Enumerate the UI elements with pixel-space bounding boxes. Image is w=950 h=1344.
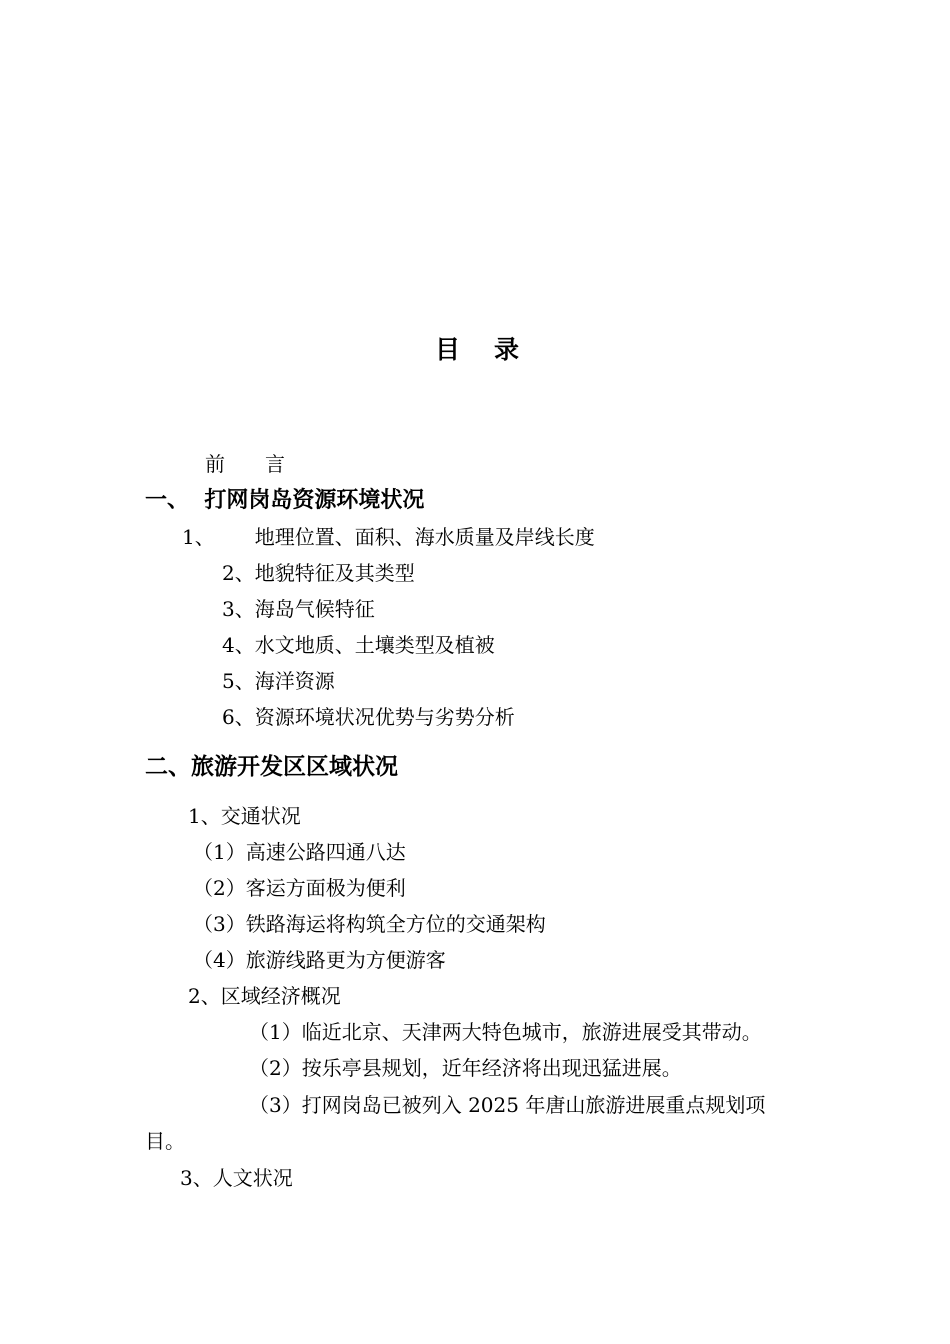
toc-section-1-item-2: 2、地貌特征及其类型 bbox=[222, 561, 415, 585]
toc-title bbox=[435, 337, 519, 362]
toc-title-char-2: 录 bbox=[494, 335, 520, 364]
toc-section-1-item-5: 5、海洋资源 bbox=[222, 669, 335, 693]
toc-preface-char-2: 言 bbox=[265, 452, 285, 476]
toc-section-2-sub-1: 1、交通状况 bbox=[188, 804, 301, 828]
toc-section-2-sub-2-item-1: （1）临近北京、天津两大特色城市，旅游进展受其带动。 bbox=[249, 1020, 762, 1044]
toc-section-2-sub-2-item-3-continuation: 目。 bbox=[145, 1129, 185, 1153]
toc-section-1-item-3: 3、海岛气候特征 bbox=[222, 597, 375, 621]
toc-preface-char-1: 前 bbox=[205, 452, 225, 476]
toc-section-2-sub-2-item-3: （3）打网岗岛已被列入 2025 年唐山旅游进展重点规划项 bbox=[249, 1093, 766, 1117]
toc-preface bbox=[205, 454, 285, 474]
toc-section-2-sub-2-item-2: （2）按乐亭县规划，近年经济将出现迅猛进展。 bbox=[249, 1056, 682, 1080]
toc-section-2-sub-1-item-1: （1）高速公路四通八达 bbox=[193, 840, 406, 864]
toc-section-2-sub-1-item-3: （3）铁路海运将构筑全方位的交通架构 bbox=[193, 912, 546, 936]
toc-section-2-sub-3: 3、人文状况 bbox=[180, 1166, 293, 1190]
toc-title-char-1: 目 bbox=[435, 335, 461, 364]
toc-section-1-heading: 一、 打网岗岛资源环境状况 bbox=[145, 487, 425, 513]
toc-section-2-sub-1-item-2: （2）客运方面极为便利 bbox=[193, 876, 406, 900]
toc-section-1-item-4: 4、水文地质、土壤类型及植被 bbox=[222, 633, 495, 657]
toc-section-1-item-1-number: 1、 bbox=[182, 525, 215, 549]
toc-section-1-item-1 bbox=[182, 527, 595, 547]
toc-section-2-sub-1-item-4: （4）旅游线路更为方便游客 bbox=[193, 948, 446, 972]
toc-section-1-item-1-text: 地理位置、面积、海水质量及岸线长度 bbox=[254, 525, 595, 549]
toc-section-2-heading: 二、旅游开发区区域状况 bbox=[145, 753, 398, 780]
toc-section-1-item-6: 6、资源环境状况优势与劣势分析 bbox=[222, 705, 515, 729]
toc-section-2-sub-2: 2、区域经济概况 bbox=[188, 984, 341, 1008]
